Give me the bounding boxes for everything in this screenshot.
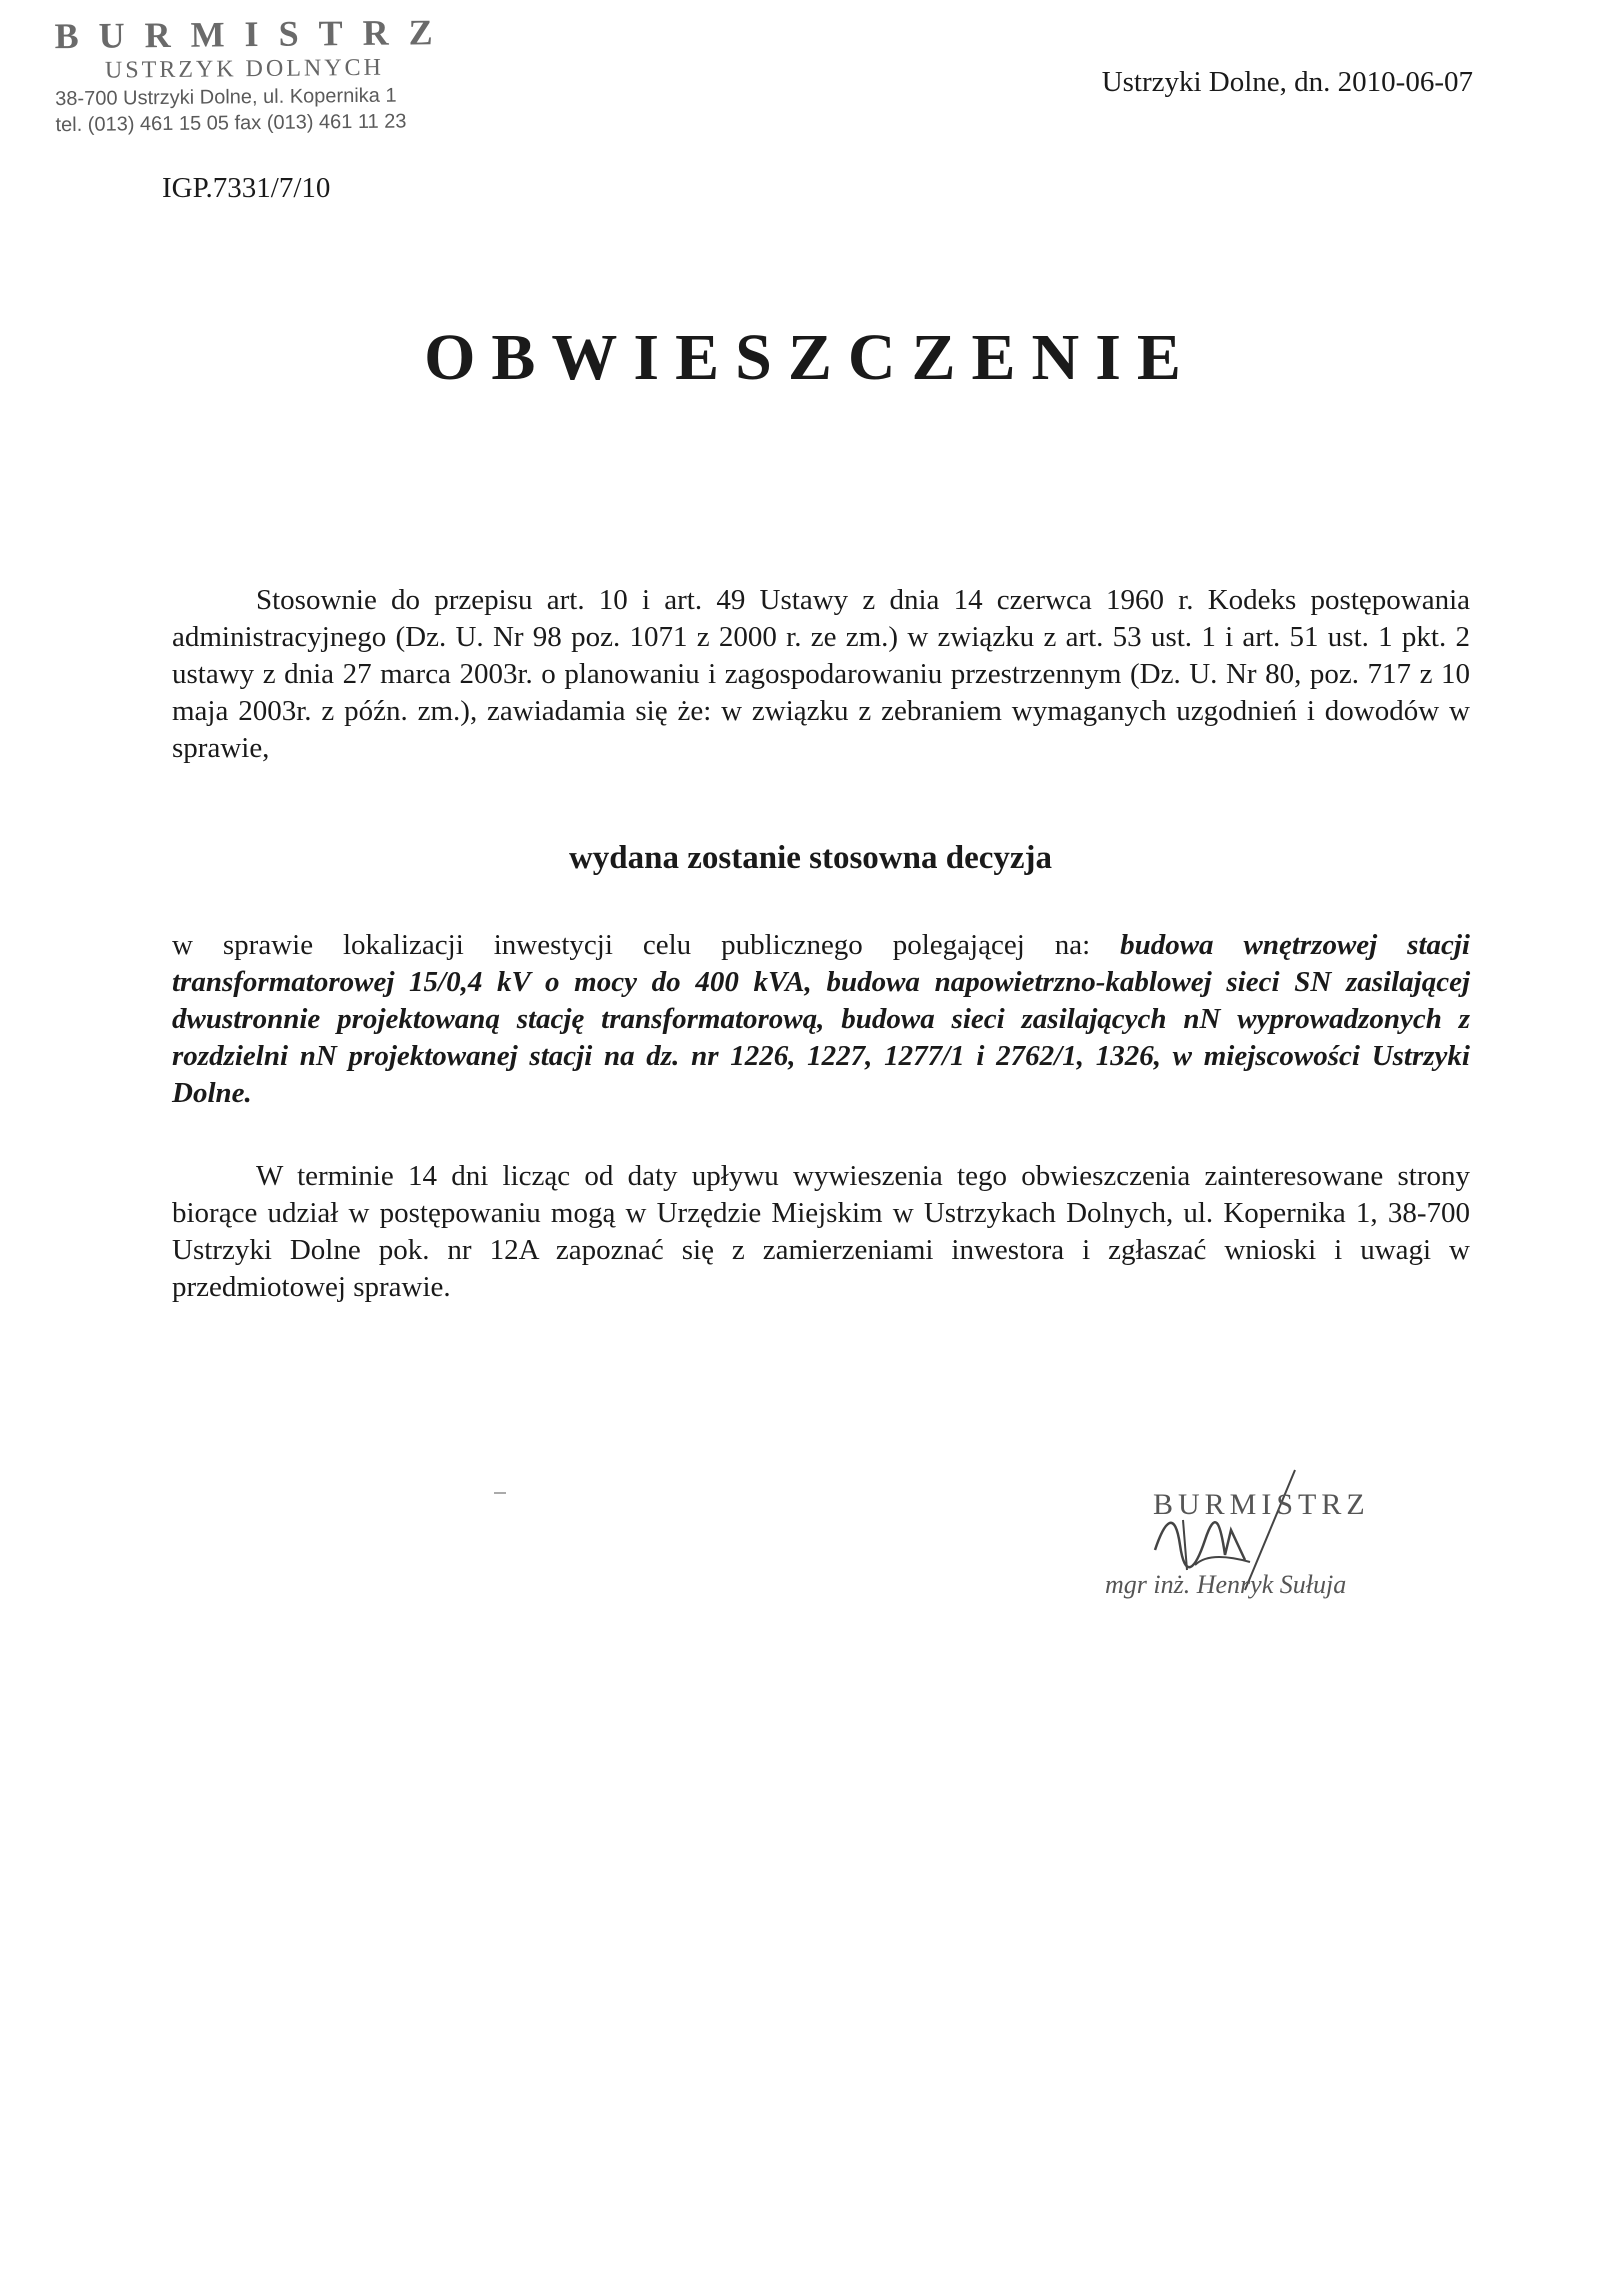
stamp-address: 38-700 Ustrzyki Dolne, ul. Kopernika 1 [55,84,397,111]
signature-title: BURMISTRZ [1153,1488,1370,1521]
stamp-title: BURMISTRZ [54,11,453,57]
reference-number: IGP.7331/7/10 [162,172,331,204]
document-title: OBWIESZCZENIE [424,321,1197,394]
signatory-name: mgr inż. Henryk Sułuja [1105,1570,1347,1599]
investment-intro: w sprawie lokalizacji inwestycji celu publicznego polegającej na: [172,929,1121,961]
stamp-contact: tel. (013) 461 15 05 fax (013) 461 11 23 [55,110,407,137]
scan-mark [494,1492,506,1494]
deadline-paragraph: W terminie 14 dni licząc od daty upływu wywieszenia tego obwieszczenia zainteresowane strony biorące udział w postępowaniu mogą w Urzędzie Miejskim w Ustrzykach Dolnych, ul. Kopernika 1, 38-700 Ustrzyki Dolne pok. nr 12A zapoznać się z zamierzeniami inwestora i zgłaszać wnioski i uwagi w przedmiotowej sprawie. [172,1160,1470,1303]
signature-block [1105,1460,1445,1610]
document-date: Ustrzyki Dolne, dn. 2010-06-07 [1101,66,1473,98]
legal-basis-paragraph [172,582,1470,767]
legal-basis-text: Stosownie do przepisu art. 10 i art. 49 Ustawy z dnia 14 czerwca 1960 r. Kodeks postępowania administracyjnego (Dz. U. Nr 98 poz. 1071 z 2000 r. ze zm.) w związku z art. 53 ust. 1 i art. 51 ust. 1 pkt. 2 ustawy z dnia 27 marca 2003r. o planowaniu i zagospodarowaniu przestrzennym (Dz. U. Nr 80, poz. 717 z 10 maja 2003r. z późn. zm.), zawiadamia się że: w związku z zebraniem wymaganych uzgodnień i dowodów w sprawie, [172,584,1470,764]
decision-heading: wydana zostanie stosowna decyzja [568,840,1053,876]
investment-subject: budowa wnętrzowej stacji transformatorowej 15/0,4 kV o mocy do 400 kVA, budowa napowietrzno-kablowej sieci SN zasilającej dwustronnie projektowaną stację transformatorową, budowa sieci zasilających nN wyprowadzonych z rozdzielni nN projektowanej stacji na dz. nr 1226, 1227, 1277/1 i 2762/1, 1326, w miejscowości Ustrzyki Dolne. [172,929,1470,1109]
investment-paragraph [172,927,1470,1112]
stamp-city: USTRZYK DOLNYCH [104,54,385,84]
issuer-stamp [54,12,465,138]
